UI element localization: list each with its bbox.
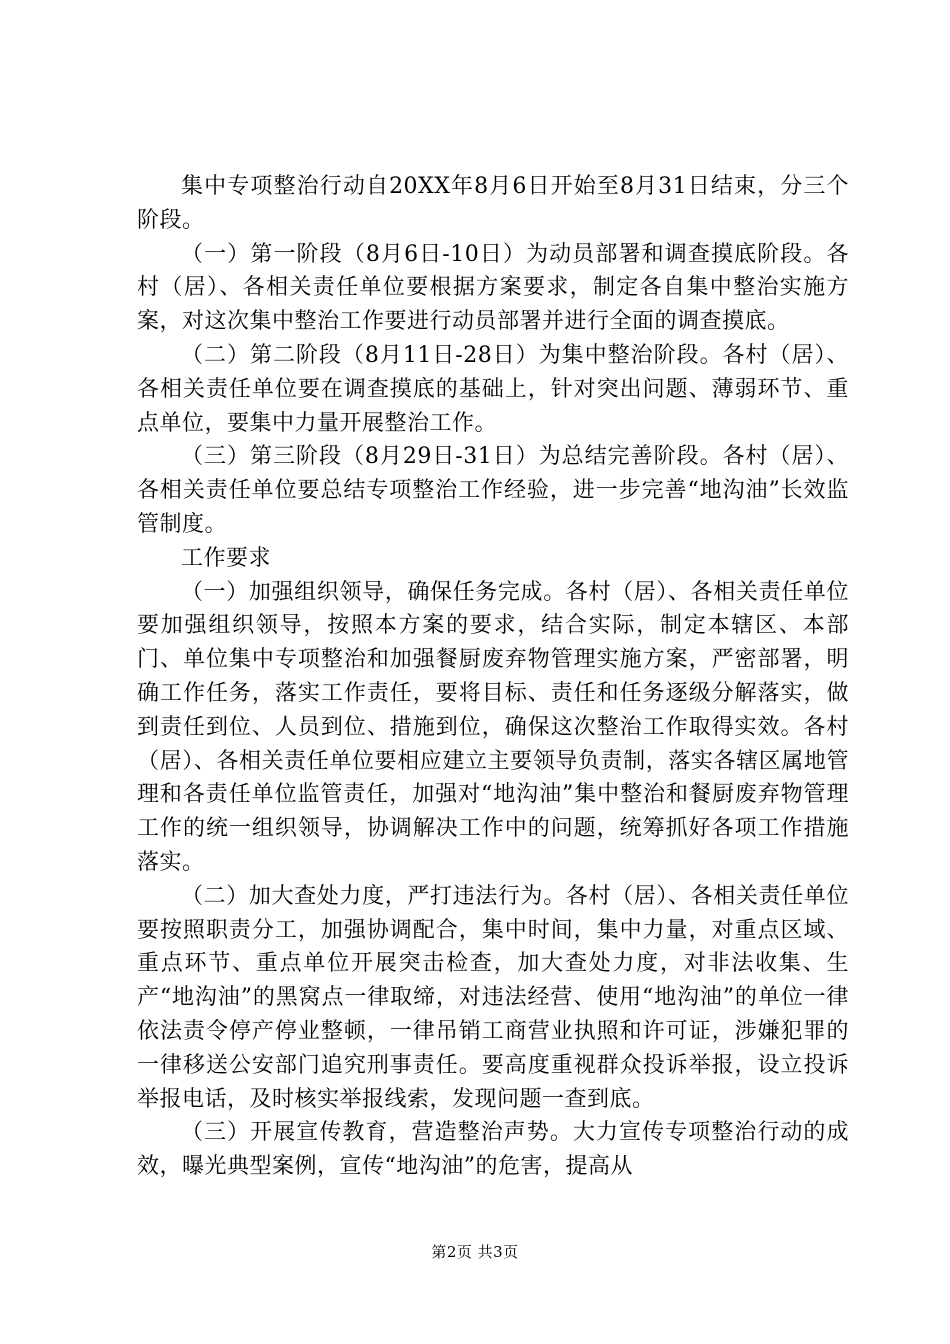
paragraph-phase-1: （一）第一阶段（8月6日-10日）为动员部署和调查摸底阶段。各村（居）、各相关责任单位要根据方案要求，制定各自集中整治实施方案，对这次集中整治工作要进行动员部署并进行全面的调查摸底。 — [137, 241, 849, 335]
section-heading-requirements: 工作要求 — [181, 545, 272, 571]
paragraph-phase-3: （三）第三阶段（8月29日-31日）为总结完善阶段。各村（居）、各相关责任单位要总结专项整治工作经验，进一步完善“地沟油”长效监管制度。 — [137, 444, 849, 537]
paragraph-requirement-1: （一）加强组织领导，确保任务完成。各村（居）、各相关责任单位要加强组织领导，按照本方案的要求，结合实际，制定本辖区、本部门、单位集中专项整治和加强餐厨废弃物管理实施方案，严密部署，明确工作任务，落实工作责任，要将目标、责任和任务逐级分解落实，做到责任到位、人员到位、措施到位，确保这次整治工作取得实效。各村（居）、各相关责任单位要相应建立主要领导负责制，落实各辖区属地管理和各责任单位监管责任，加强对“地沟油”集中整治和餐厨废弃物管理工作的统一组织领导，协调解决工作中的问题，统筹抓好各项工作措施落实。 — [137, 579, 849, 875]
page-number-footer: 第2页 共3页 — [431, 1243, 519, 1261]
paragraph-requirement-2: （二）加大查处力度，严打违法行为。各村（居）、各相关责任单位要按照职责分工，加强协调配合，集中时间，集中力量，对重点区域、重点环节、重点单位开展突击检查，加大查处力度，对非法收集、生产“地沟油”的黑窝点一律取缔，对违法经营、使用“地沟油”的单位一律依法责令停产停业整顿，一律吊销工商营业执照和许可证，涉嫌犯罪的一律移送公安部门追究刑事责任。要高度重视群众投诉举报，设立投诉举报电话，及时核实举报线索，发现问题一查到底。 — [137, 883, 849, 1112]
paragraph-phase-2: （二）第二阶段（8月11日-28日）为集中整治阶段。各村（居）、各相关责任单位要在调查摸底的基础上，针对突出问题、薄弱环节、重点单位，要集中力量开展整治工作。 — [137, 342, 849, 436]
paragraph-requirement-3: （三）开展宣传教育，营造整治声势。大力宣传专项整治行动的成效，曝光典型案例，宣传“地沟油”的危害，提高从 — [137, 1120, 849, 1180]
paragraph-intro: 集中专项整治行动自20XX年8月6日开始至8月31日结束，分三个阶段。 — [137, 174, 849, 233]
document-body — [137, 170, 849, 1184]
